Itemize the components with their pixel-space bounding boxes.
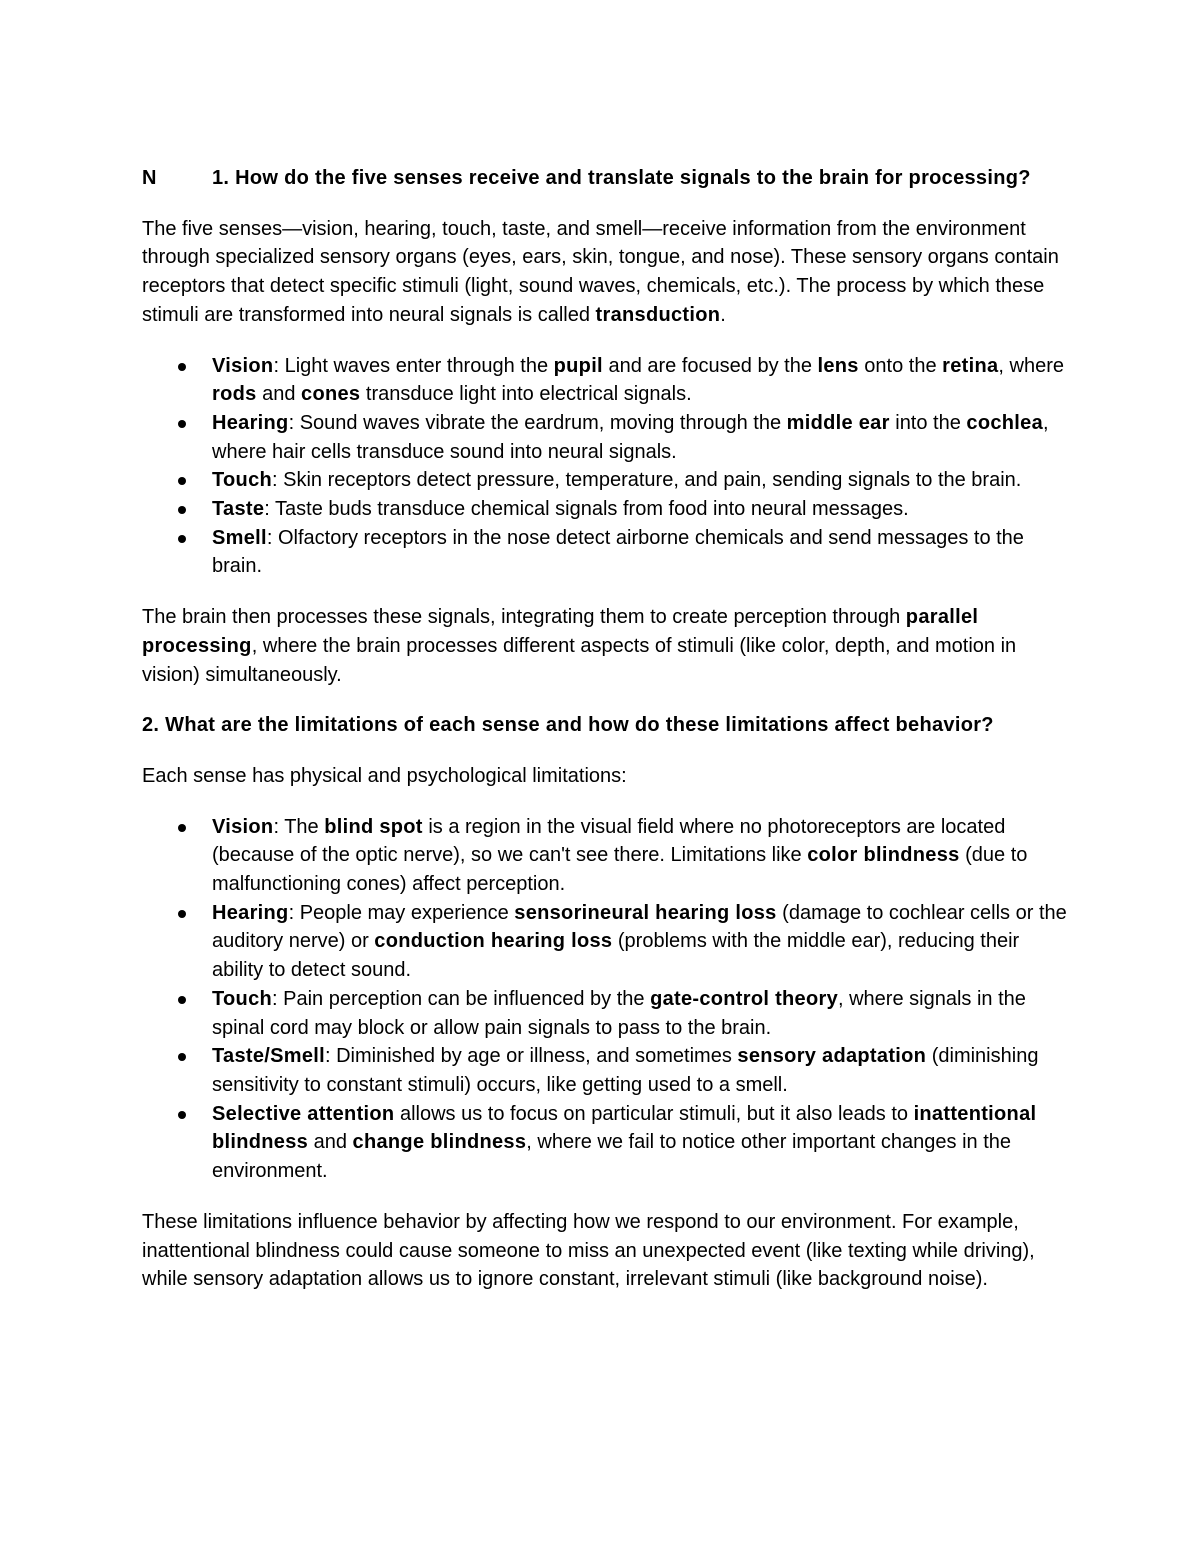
q2-intro-paragraph: Each sense has physical and psychological limitations: <box>142 764 627 787</box>
bold-term: transduction <box>595 303 721 326</box>
text-run: : Sound waves vibrate the eardrum, moving through the <box>288 411 787 434</box>
text-run: (due to malfunctioning cones) affect perception. <box>212 844 1028 896</box>
text-run: : Skin receptors detect pressure, temperature, and pain, sending signals to the brain. <box>272 469 1022 492</box>
bullet-icon <box>178 477 186 485</box>
text-run: , where signals in the spinal cord may block or allow pain signals to pass to the brain. <box>212 987 1026 1039</box>
bullet-icon <box>178 420 186 428</box>
q1-intro-paragraph <box>142 215 1072 330</box>
text-run: (problems with the middle ear), reducing their ability to detect sound. <box>212 930 1020 982</box>
text-run: : Taste buds transduce chemical signals from food into neural messages. <box>264 498 909 521</box>
bullet-term: Touch <box>212 987 273 1010</box>
bold-term: cones <box>301 383 361 406</box>
q2-bullet-list <box>142 813 1072 1186</box>
text-run: : People may experience <box>288 901 515 924</box>
text-run: allows us to focus on particular stimuli, but it also leads to <box>394 1102 914 1125</box>
list-item <box>142 1100 1072 1186</box>
text-run: , where <box>998 354 1064 377</box>
bullet-icon <box>178 910 186 918</box>
bullet-term: Vision <box>212 354 274 377</box>
text-run: : Diminished by age or illness, and sometimes <box>324 1045 738 1068</box>
bold-term: inattentional blindness <box>212 1102 1037 1154</box>
text-run: and are focused by the <box>602 354 818 377</box>
bullet-term: Touch <box>212 469 273 492</box>
q1-bullet-list <box>142 352 1072 582</box>
text-run: onto the <box>858 354 943 377</box>
bold-term: sensory adaptation <box>737 1045 927 1068</box>
list-item <box>142 813 1072 899</box>
text-run: : Light waves enter through the <box>273 354 554 377</box>
question-1-text: 1. How do the five senses receive and translate signals to the brain for processing? <box>212 167 1031 189</box>
text-run: The brain then processes these signals, integrating them to create perception through <box>142 606 906 629</box>
bold-term: parallel processing <box>142 606 979 657</box>
q1-closing-paragraph <box>142 603 1072 689</box>
bold-term: sensorineural hearing loss <box>514 901 777 924</box>
bullet-term: Taste/Smell <box>212 1045 325 1068</box>
bold-term: retina <box>942 354 999 377</box>
text-run: is a region in the visual field where no photoreceptors are located (because of the optic nerve), so we can't see there. Limitations like <box>212 815 1006 867</box>
text-run: into the <box>889 411 967 434</box>
text-run: and <box>308 1131 353 1154</box>
list-item <box>142 1042 1072 1099</box>
question-marker: N <box>142 167 157 189</box>
list-item <box>142 985 1072 1042</box>
bullet-icon <box>178 1111 186 1119</box>
question-2-heading: 2. What are the limitations of each sense and how do these limitations affect behavior? <box>142 714 994 737</box>
bullet-term: Hearing <box>212 411 289 434</box>
bullet-term: Taste <box>212 498 265 521</box>
bullet-icon <box>178 363 186 371</box>
list-item <box>142 899 1072 985</box>
bullet-icon <box>178 506 186 514</box>
bold-term: color blindness <box>807 844 960 867</box>
bold-term: change blindness <box>352 1131 527 1154</box>
bold-term: middle ear <box>786 411 890 434</box>
text-run: (diminishing sensitivity to constant stimuli) occurs, like getting used to a smell. <box>212 1045 1039 1096</box>
bold-term: conduction hearing loss <box>374 930 613 953</box>
bold-term: gate-control theory <box>650 987 838 1010</box>
bullet-icon <box>178 824 186 832</box>
text-run: , where we fail to notice other important changes in the environment. <box>212 1131 1011 1183</box>
bold-term: cochlea <box>966 411 1043 434</box>
text-run: : The <box>273 815 325 838</box>
bullet-term: Smell <box>212 526 267 549</box>
text-run: transduce light into electrical signals. <box>360 383 692 406</box>
text-run: (damage to cochlear cells or the auditory nerve) or <box>212 901 1067 953</box>
text-run: The five senses—vision, hearing, touch, taste, and smell—receive information from the environment through specialized sensory organs (eyes, ears, skin, tongue, and nose). These sensory organs contain receptors that detect specific stimuli (light, sound waves, chemicals, etc.). The process by which these stimuli are transformed into neural signals is called <box>142 217 1059 326</box>
text-run: . <box>720 303 726 326</box>
text-run: : Pain perception can be influenced by the <box>272 987 651 1010</box>
bold-term: rods <box>212 383 257 406</box>
bold-term: lens <box>817 354 859 377</box>
bullet-icon <box>178 1053 186 1061</box>
q2-closing-paragraph: These limitations influence behavior by affecting how we respond to our environment. For example, inattentional blindness could cause someone to miss an unexpected event (like texting while driving), while sensory adaptation allows us to ignore constant, irrelevant stimuli (like background noise). <box>142 1210 1035 1291</box>
list-item <box>142 495 1072 524</box>
text-run: : Olfactory receptors in the nose detect airborne chemicals and send messages to the brain. <box>212 526 1024 578</box>
list-item <box>142 466 1072 495</box>
text-run: and <box>256 383 302 406</box>
bullet-icon <box>178 535 186 543</box>
list-item <box>142 409 1072 466</box>
question-1-heading <box>142 164 1072 193</box>
document-page <box>142 164 1072 1294</box>
bullet-term: Vision <box>212 815 274 838</box>
bullet-term: Selective attention <box>212 1102 395 1125</box>
bullet-icon <box>178 996 186 1004</box>
list-item <box>142 524 1072 581</box>
bold-term: pupil <box>553 354 603 377</box>
bullet-term: Hearing <box>212 901 289 924</box>
bold-term: blind spot <box>324 815 423 838</box>
text-run: , where the brain processes different aspects of stimuli (like color, depth, and motion in vision) simultaneously. <box>142 634 1017 686</box>
text-run: , where hair cells transduce sound into neural signals. <box>212 411 1049 463</box>
list-item <box>142 352 1072 409</box>
